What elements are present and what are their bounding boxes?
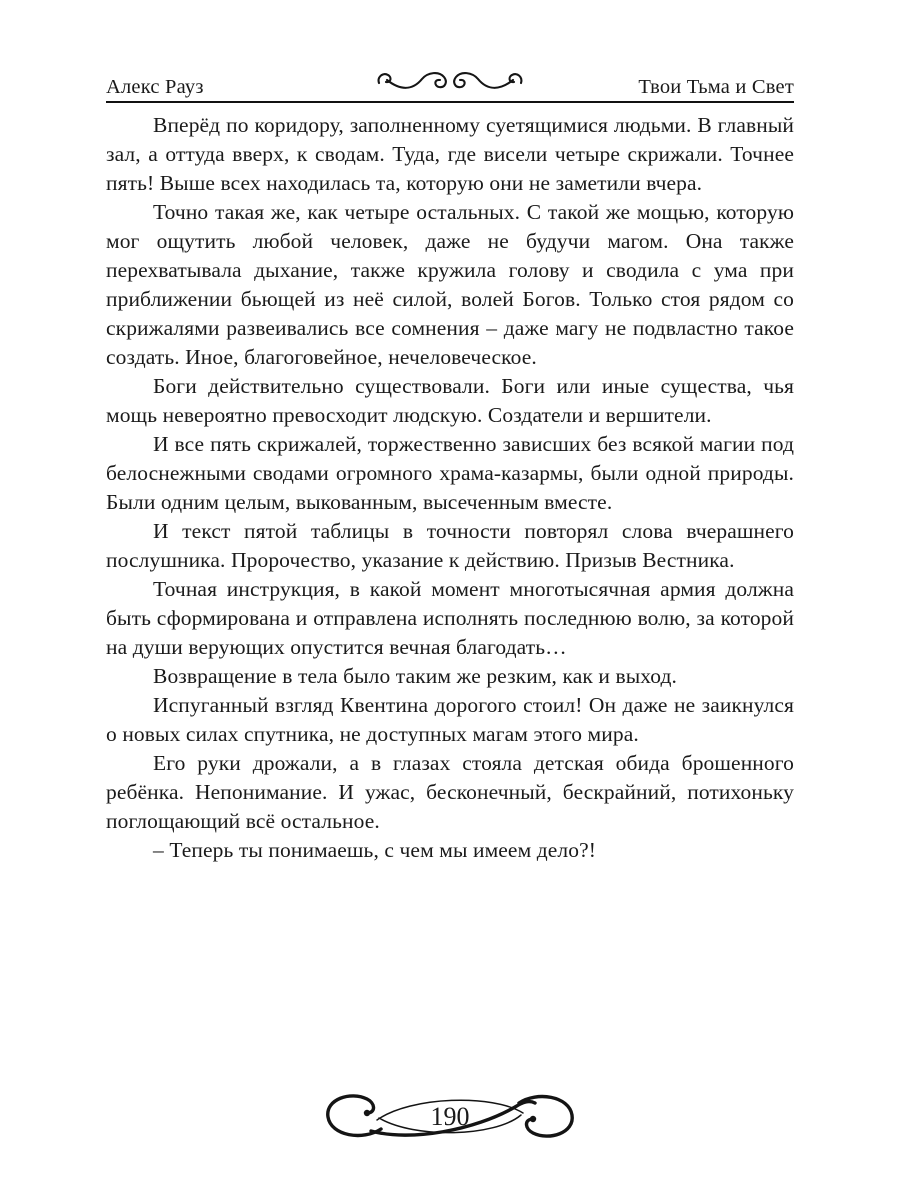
footer-flourish-icon bbox=[315, 1086, 585, 1151]
author-name: Алекс Рауз bbox=[106, 75, 204, 98]
paragraph: Точно такая же, как четыре остальных. С такой же мощью, которую мог ощутить любой человек, даже не будучи магом. Она также перехватывала дыхание, также кружила голову и сводила с ума при приближении бьющей из неё силой, волей Богов. Только стоя рядом со скрижалями развеивались все сомнения – даже магу не подвластно такое создать. Иное, благоговейное, нечеловеческое. bbox=[106, 200, 794, 369]
paragraph: – Теперь ты понимаешь, с чем мы имеем дело?! bbox=[153, 838, 597, 862]
page-number: 190 bbox=[430, 1102, 470, 1131]
paragraph: Испуганный взгляд Квентина дорогого стоил! Он даже не заикнулся о новых силах спутника, не доступных магам этого мира. bbox=[106, 693, 794, 746]
paragraph: Точная инструкция, в какой момент многотысячная армия должна быть сформирована и отправлена исполнять последнюю волю, за которой на души верующих опустится вечная благодать… bbox=[106, 577, 794, 659]
paragraph: Возвращение в тела было таким же резким, как и выход. bbox=[153, 664, 678, 688]
header-flourish-icon bbox=[375, 64, 525, 99]
paragraph: И все пять скрижалей, торжественно зависших без всякой магии под белоснежными сводами огромного храма-казармы, были одной природы. Были одним целым, выкованным, высеченным вместе. bbox=[106, 432, 794, 514]
paragraph: Вперёд по коридору, заполненному суетящимися людьми. В главный зал, а оттуда вверх, к сводам. Туда, где висели четыре скрижали. Точнее пять! Выше всех находилась та, которую они не заметили вчера. bbox=[106, 113, 794, 195]
text-block bbox=[106, 111, 794, 865]
paragraph: И текст пятой таблицы в точности повторял слова вчерашнего послушника. Пророчество, указание к действию. Призыв Вестника. bbox=[106, 519, 794, 572]
paragraph: Его руки дрожали, а в глазах стояла детская обида брошенного ребёнка. Непонимание. И ужас, бесконечный, бескрайний, потихоньку поглощающий всё остальное. bbox=[106, 751, 794, 833]
paragraph: Боги действительно существовали. Боги или иные существа, чья мощь невероятно превосходит людскую. Создатели и вершители. bbox=[106, 374, 794, 427]
page-header bbox=[106, 68, 794, 103]
book-title: Твои Тьма и Свет bbox=[638, 75, 794, 98]
